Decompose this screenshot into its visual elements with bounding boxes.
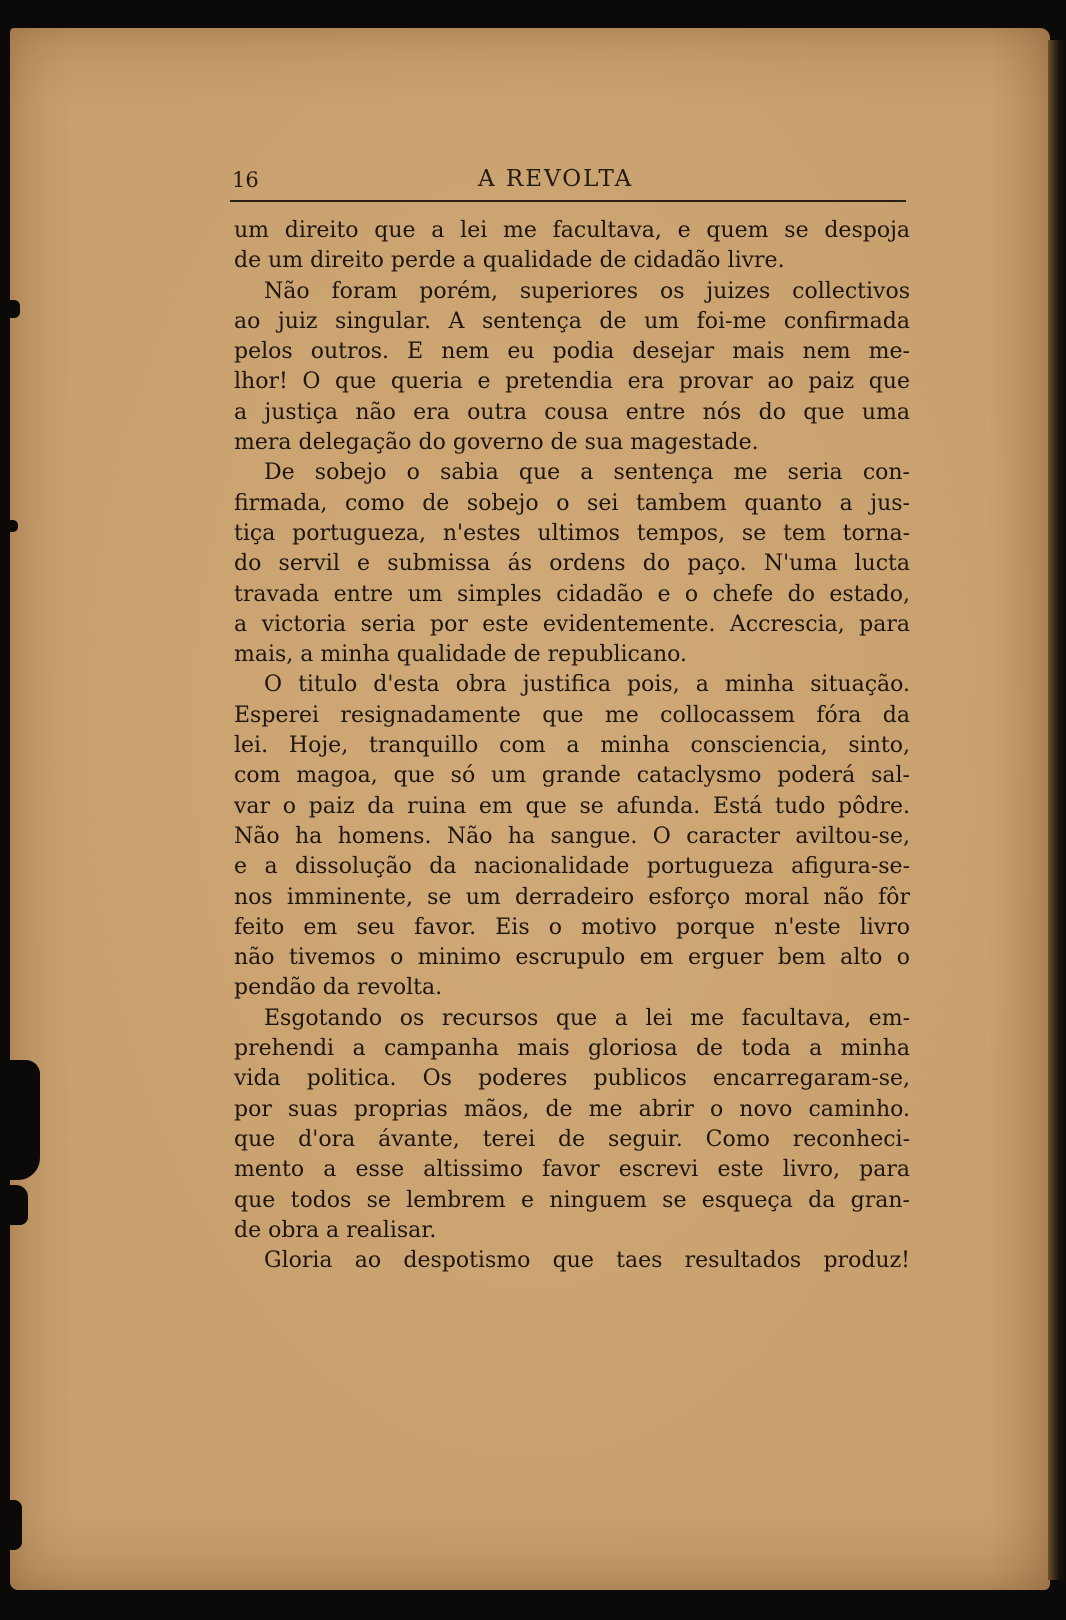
page-number: 16 [232, 168, 259, 192]
text-line: nos imminente, se um derradeiro esforço moral não fôr [234, 884, 910, 910]
text-line: de obra a realisar. [234, 1217, 437, 1243]
text-line: pendão da revolta. [234, 975, 443, 1001]
paper-damage [10, 1185, 28, 1225]
text-line: por suas proprias mãos, de me abrir o novo caminho. [234, 1096, 910, 1122]
paper-damage [10, 1500, 22, 1550]
header-rule [230, 200, 906, 202]
paper-damage [10, 520, 18, 532]
text-line: De sobejo o sabia que a sentença me seria con- [264, 460, 910, 486]
text-line: ao juiz singular. A sentença de um foi-me confirmada [234, 308, 910, 334]
text-line: prehendi a campanha mais gloriosa de toda a minha [234, 1036, 910, 1062]
text-line: com magoa, que só um grande cataclysmo poderá sal- [234, 763, 910, 789]
text-line: que d'ora ávante, terei de seguir. Como reconheci- [234, 1126, 910, 1152]
text-line: mais, a minha qualidade de republicano. [234, 642, 687, 668]
text-line: Esperei resignadamente que me collocassem fóra da [234, 702, 910, 728]
text-line: firmada, como de sobejo o sei tambem quanto a jus- [234, 490, 910, 516]
text-line: do servil e submissa ás ordens do paço. N'uma lucta [234, 551, 910, 577]
text-line: var o paiz da ruina em que se afunda. Está tudo pôdre. [234, 793, 910, 819]
text-line: um direito que a lei me facultava, e quem se despoja [234, 218, 910, 243]
text-line: Não foram porém, superiores os juizes collectivos [264, 278, 910, 304]
text-line: lei. Hoje, tranquillo com a minha consciencia, sinto, [234, 733, 910, 759]
running-title: A REVOLTA [478, 166, 634, 192]
text-line: Esgotando os recursos que a lei me facultava, em- [264, 1005, 910, 1031]
text-line: não tivemos o minimo escrupulo em erguer bem alto o [234, 945, 910, 971]
text-line: de um direito perde a qualidade de cidadão livre. [234, 248, 785, 274]
text-line: travada entre um simples cidadão e o chefe do estado, [234, 581, 910, 607]
running-header [228, 162, 908, 202]
text-line: que todos se lembrem e ninguem se esqueça da gran- [234, 1187, 910, 1213]
book-spine-edge [1048, 40, 1066, 1580]
text-line: vida politica. Os poderes publicos encarregaram-se, [234, 1066, 910, 1092]
text-line: e a dissolução da nacionalidade portugueza afigura-se- [234, 854, 910, 880]
text-line: O titulo d'esta obra justifica pois, a minha situação. [264, 672, 910, 698]
paper-damage [10, 300, 20, 318]
text-line: Não ha homens. Não ha sangue. O caracter aviltou-se, [234, 823, 910, 849]
text-line: pelos outros. E nem eu podia desejar mais nem me- [234, 339, 910, 365]
body-text [234, 216, 910, 1276]
text-line: mera delegação do governo de sua magestade. [234, 430, 759, 456]
text-line: a victoria seria por este evidentemente. Accrescia, para [234, 611, 910, 637]
paper-damage [10, 1060, 40, 1180]
text-line: mento a esse altissimo favor escrevi este livro, para [234, 1157, 910, 1183]
text-line: tiça portugueza, n'estes ultimos tempos, se tem torna- [234, 520, 910, 546]
text-line: a justiça não era outra cousa entre nós do que uma [234, 399, 910, 425]
text-line: Gloria ao despotismo que taes resultados produz! [264, 1248, 910, 1274]
text-line: feito em seu favor. Eis o motivo porque n'este livro [234, 914, 910, 940]
text-line: lhor! O que queria e pretendia era provar ao paiz que [234, 369, 910, 395]
